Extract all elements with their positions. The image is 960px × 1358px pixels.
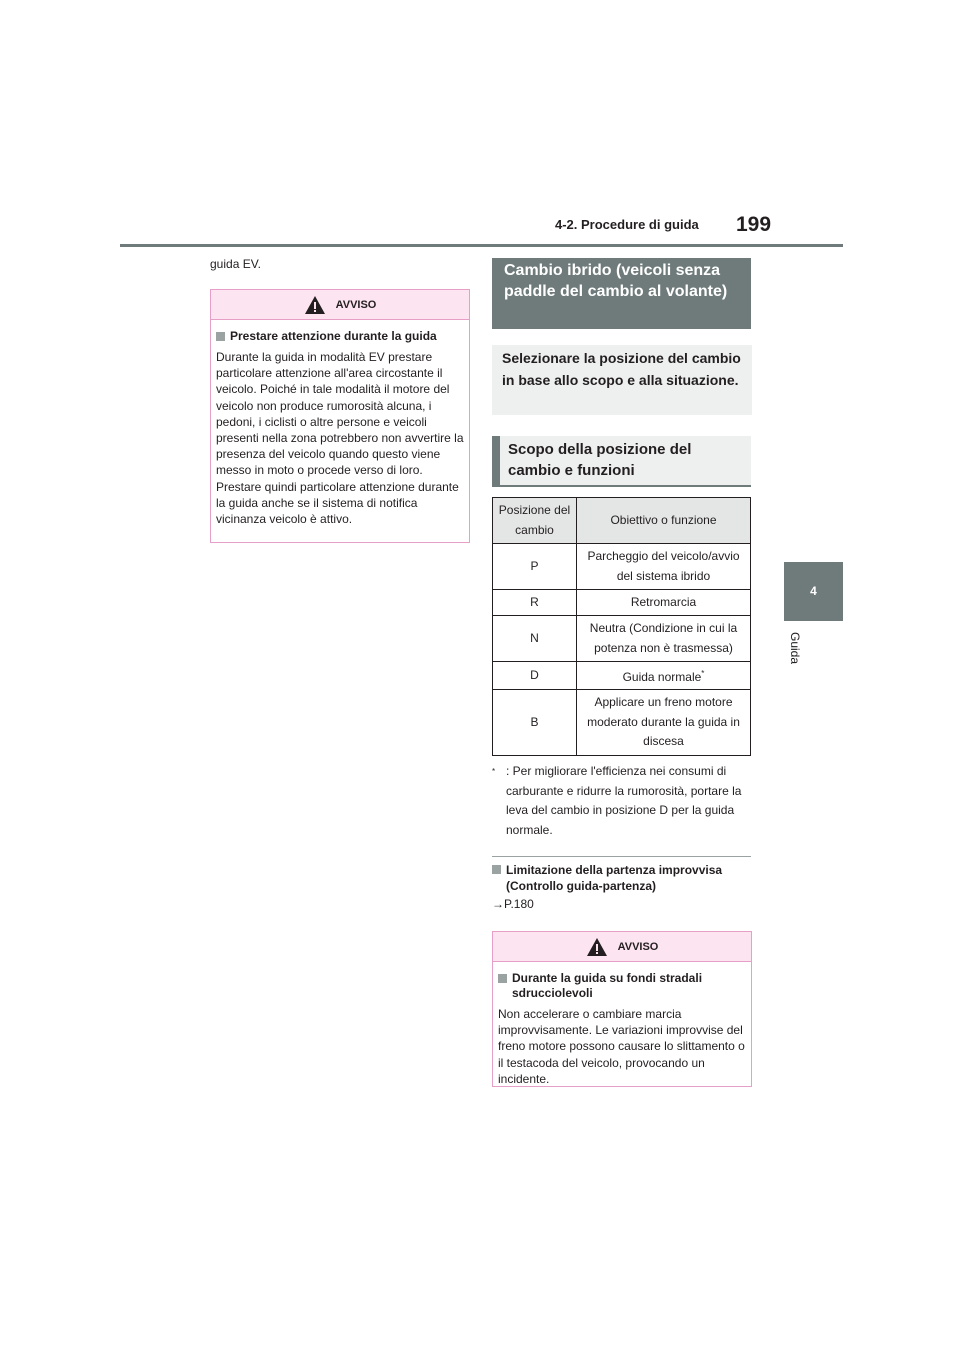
- table-row: [493, 590, 751, 616]
- page-number: 199: [736, 213, 772, 236]
- chapter-tab-label: Guida: [788, 632, 802, 665]
- function-text: Guida normale: [622, 669, 702, 684]
- footnote-mark: *: [492, 767, 496, 776]
- shift-position-table: [492, 497, 751, 756]
- footnote-marker: *: [701, 668, 705, 678]
- warning-title: [498, 971, 746, 1001]
- section-divider: [492, 856, 751, 857]
- table-header-function: Obiettivo o funzione: [577, 498, 751, 544]
- chapter-tab[interactable]: 4: [784, 562, 843, 621]
- warning-title-text: Durante la guida su fondi stradali sdrucciolevoli: [512, 971, 703, 1000]
- warning-header: [493, 932, 751, 962]
- table-footnote: [492, 762, 754, 840]
- table-cell-position: R: [493, 590, 577, 616]
- limitation-title: [492, 862, 752, 894]
- warning-text: Durante la guida in modalità EV prestare particolare attenzione all'area circostante il veicolo. Poiché in tale modalità il motore del veicolo non produce rumorosità alcuna, i pedoni, i ciclisti o altre persone e veicoli presenti nella zona potrebbero non avvertire la presenza del veicolo quando questo viene messo in moto o procede verso di loro. Prestare quindi particolare attenzione durante la guida anche se il sistema di notifica vicinanza veicolo è attivo.: [216, 350, 464, 527]
- footnote-text: : Per migliorare l'efficienza nei consumi di carburante e ridurre la rumorosità, portare la leva del cambio in posizione D per la guida normale.: [506, 764, 742, 837]
- warning-triangle-icon: [586, 937, 608, 957]
- table-cell-function: Retromarcia: [577, 590, 751, 616]
- header-section-title: 4-2. Procedure di guida: [555, 217, 699, 232]
- table-cell-position: P: [493, 544, 577, 590]
- table-cell-position: B: [493, 690, 577, 756]
- table-header-position: Posizione del cambio: [493, 498, 577, 544]
- warning-title: [216, 329, 464, 344]
- limitation-title-text: Limitazione della partenza improvvisa (Controllo guida-partenza): [506, 863, 723, 893]
- square-bullet-icon: [498, 974, 507, 983]
- table-cell-function: Parcheggio del veicolo/avvio del sistema ibrido: [577, 544, 751, 590]
- table-header-row: [493, 498, 751, 544]
- table-cell-function: [577, 662, 751, 690]
- table-cell-function: Neutra (Condizione in cui la potenza non è trasmessa): [577, 616, 751, 662]
- body-text-fragment: guida EV.: [210, 257, 261, 271]
- table-cell-position: D: [493, 662, 577, 690]
- table-row: [493, 662, 751, 690]
- page-reference-link[interactable]: →P.180: [492, 897, 534, 911]
- warning-box-ev-driving: [210, 289, 470, 543]
- warning-heading: AVVISO: [335, 298, 377, 311]
- warning-box-slippery-roads: [492, 931, 752, 1087]
- table-row: [493, 690, 751, 756]
- square-bullet-icon: [492, 865, 501, 874]
- warning-triangle-icon: [304, 295, 326, 315]
- footnote-row: [492, 762, 754, 840]
- intro-panel: Selezionare la posizione del cambio in base allo scopo e alla situazione.: [492, 345, 752, 415]
- table-cell-function: Applicare un freno motore moderato durante la guida in discesa: [577, 690, 751, 756]
- warning-title-text: Prestare attenzione durante la guida: [230, 329, 437, 343]
- table-row: [493, 544, 751, 590]
- warning-header: [211, 290, 469, 320]
- table-row: [493, 616, 751, 662]
- warning-text: Non accelerare o cambiare marcia improvvisamente. Le variazioni improvvise del freno motore possono causare lo slittamento o il testacoda del veicolo, provocando un incidente.: [498, 1007, 745, 1086]
- section-heading: Cambio ibrido (veicoli senza paddle del cambio al volante): [492, 258, 751, 329]
- square-bullet-icon: [216, 332, 225, 341]
- table-cell-position: N: [493, 616, 577, 662]
- subsection-heading: Scopo della posizione del cambio e funzioni: [492, 436, 751, 487]
- header-divider: [120, 244, 843, 247]
- warning-heading: AVVISO: [617, 940, 659, 953]
